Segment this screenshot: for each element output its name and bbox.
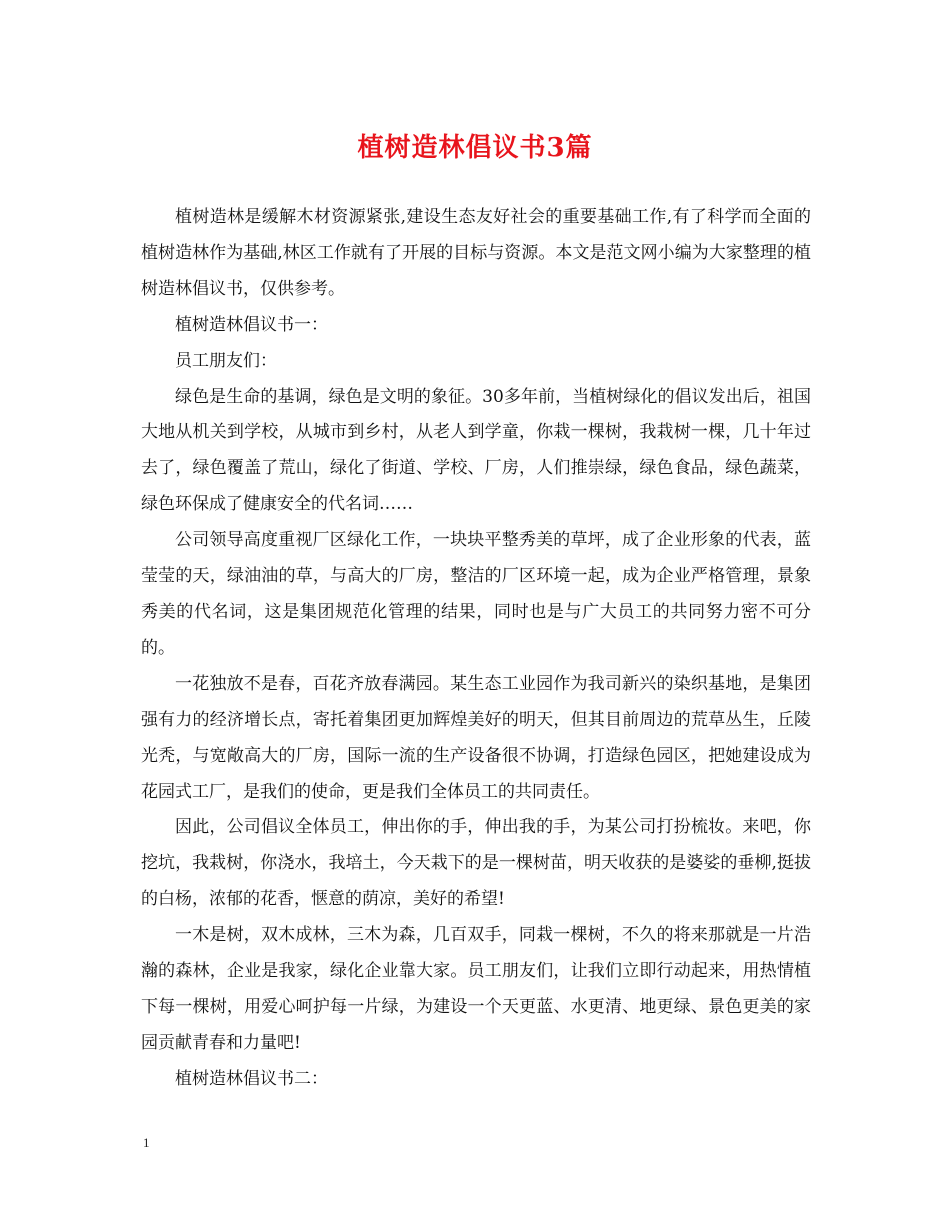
paragraph-salutation: 员工朋友们：	[175, 350, 277, 371]
page-number: 1	[143, 1135, 150, 1150]
paragraph-body-4: 因此，公司倡议全体员工，伸出你的手，伸出我的手，为某公司打扮梳妆。来吧，你挖坑，我栽树，你浇水，我培土，今天栽下的是一棵树苗，明天收获的是婆娑的垂柳,挺拔的白杨，浓郁的花香，惬意的荫凉，美好的希望!	[141, 817, 811, 910]
paragraph-body-5: 一木是树，双木成林，三木为森，几百双手，同栽一棵树，不久的将来那就是一片浩瀚的森林，企业是我家，绿化企业靠大家。员工朋友们，让我们立即行动起来，用热情植下每一棵树，用爱心呵护每一片绿，为建设一个天更蓝、水更清、地更绿、景色更美的家园贡献青春和力量吧!	[141, 925, 811, 1053]
paragraph-body-2: 公司领导高度重视厂区绿化工作，一块块平整秀美的草坪，成了企业形象的代表，蓝莹莹的天，绿油油的草，与高大的厂房，整洁的厂区环境一起，成为企业严格管理，景象秀美的代名词，这是集团规范化管理的结果，同时也是与广大员工的共同努力密不可分的。	[141, 530, 811, 658]
paragraph-intro: 植树造林是缓解木材资源紧张,建设生态友好社会的重要基础工作,有了科学而全面的植树造林作为基础,林区工作就有了开展的目标与资源。本文是范文网小编为大家整理的植树造林倡议书，仅供参考。	[141, 207, 811, 299]
paragraph-body-1: 绿色是生命的基调，绿色是文明的象征。30多年前，当植树绿化的倡议发出后，祖国大地从机关到学校，从城市到乡村，从老人到学童，你栽一棵树，我栽树一棵，几十年过去了，绿色覆盖了荒山，绿化了街道、学校、厂房，人们推崇绿，绿色食品，绿色蔬菜，绿色环保成了健康安全的代名词……	[141, 386, 811, 515]
paragraph-body-3: 一花独放不是春，百花齐放春满园。某生态工业园作为我司新兴的染织基地，是集团强有力的经济增长点，寄托着集团更加辉煌美好的明天，但其目前周边的荒草丛生，丘陵光秃，与宽敞高大的厂房，国际一流的生产设备很不协调，打造绿色园区，把她建设成为花园式工厂，是我们的使命，更是我们全体员工的共同责任。	[141, 673, 811, 802]
document-body	[141, 200, 811, 1098]
document-title: 植树造林倡议书3篇	[357, 133, 593, 163]
paragraph-section-heading-2: 植树造林倡议书二：	[175, 1068, 328, 1089]
paragraph-section-heading-1: 植树造林倡议书一：	[175, 314, 328, 335]
